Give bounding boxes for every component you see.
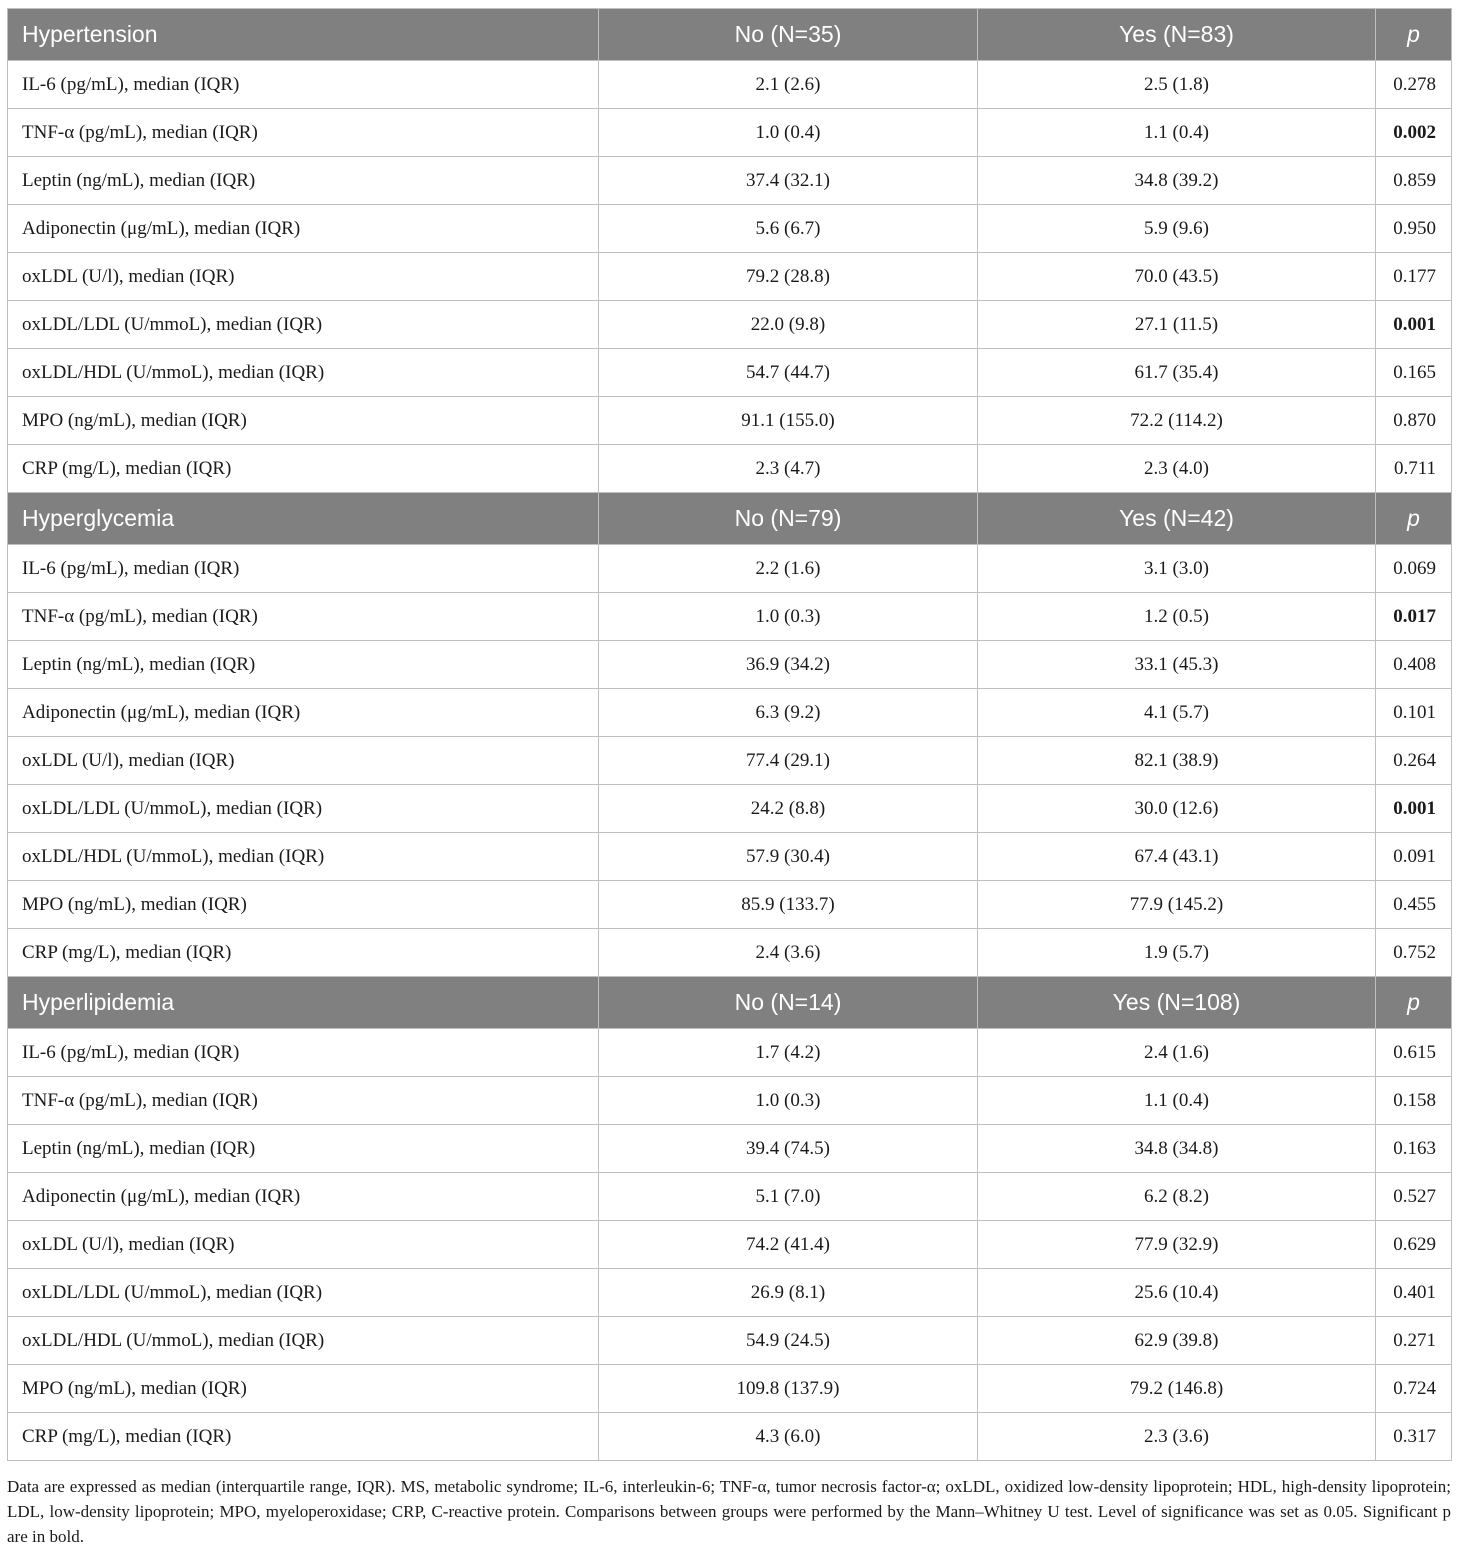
- cell-yes: 1.9 (5.7): [978, 929, 1376, 977]
- cell-yes: 4.1 (5.7): [978, 689, 1376, 737]
- cell-p-value: 0.101: [1376, 689, 1452, 737]
- row-label: oxLDL (U/l), median (IQR): [8, 737, 599, 785]
- cell-yes: 34.8 (39.2): [978, 157, 1376, 205]
- table-row: [8, 833, 1452, 881]
- cell-no: 77.4 (29.1): [599, 737, 978, 785]
- cell-p-value: 0.711: [1376, 445, 1452, 493]
- results-table: [7, 8, 1452, 1461]
- cell-p-value: 0.264: [1376, 737, 1452, 785]
- cell-p-value: 0.724: [1376, 1365, 1452, 1413]
- cell-yes: 2.3 (4.0): [978, 445, 1376, 493]
- row-label: MPO (ng/mL), median (IQR): [8, 1365, 599, 1413]
- cell-yes: 34.8 (34.8): [978, 1125, 1376, 1173]
- row-label: oxLDL/LDL (U/mmoL), median (IQR): [8, 785, 599, 833]
- cell-yes: 77.9 (145.2): [978, 881, 1376, 929]
- cell-yes: 1.1 (0.4): [978, 1077, 1376, 1125]
- table-row: [8, 1365, 1452, 1413]
- table-row: [8, 253, 1452, 301]
- cell-p-value: 0.408: [1376, 641, 1452, 689]
- document: [7, 8, 1451, 1549]
- table-row: [8, 205, 1452, 253]
- cell-no: 109.8 (137.9): [599, 1365, 978, 1413]
- row-label: CRP (mg/L), median (IQR): [8, 445, 599, 493]
- cell-p-value: 0.158: [1376, 1077, 1452, 1125]
- cell-no: 5.6 (6.7): [599, 205, 978, 253]
- section-title: Hyperlipidemia: [8, 977, 599, 1029]
- column-header-yes: Yes (N=42): [978, 493, 1376, 545]
- row-label: oxLDL (U/l), median (IQR): [8, 1221, 599, 1269]
- cell-yes: 67.4 (43.1): [978, 833, 1376, 881]
- cell-no: 57.9 (30.4): [599, 833, 978, 881]
- table-row: [8, 785, 1452, 833]
- cell-p-value: 0.317: [1376, 1413, 1452, 1461]
- cell-no: 2.1 (2.6): [599, 61, 978, 109]
- cell-no: 6.3 (9.2): [599, 689, 978, 737]
- cell-p-value: 0.527: [1376, 1173, 1452, 1221]
- row-label: Adiponectin (μg/mL), median (IQR): [8, 1173, 599, 1221]
- table-row: [8, 929, 1452, 977]
- cell-p-value: 0.455: [1376, 881, 1452, 929]
- cell-yes: 2.5 (1.8): [978, 61, 1376, 109]
- cell-no: 2.2 (1.6): [599, 545, 978, 593]
- table-row: [8, 1077, 1452, 1125]
- cell-no: 1.0 (0.4): [599, 109, 978, 157]
- section-header-row: [8, 493, 1452, 545]
- row-label: oxLDL/HDL (U/mmoL), median (IQR): [8, 349, 599, 397]
- cell-p-value: 0.859: [1376, 157, 1452, 205]
- cell-yes: 72.2 (114.2): [978, 397, 1376, 445]
- row-label: Adiponectin (μg/mL), median (IQR): [8, 689, 599, 737]
- cell-no: 1.0 (0.3): [599, 1077, 978, 1125]
- cell-no: 54.7 (44.7): [599, 349, 978, 397]
- cell-yes: 79.2 (146.8): [978, 1365, 1376, 1413]
- cell-yes: 6.2 (8.2): [978, 1173, 1376, 1221]
- table-row: [8, 61, 1452, 109]
- column-header-p: p: [1376, 9, 1452, 61]
- column-header-p: p: [1376, 977, 1452, 1029]
- cell-no: 91.1 (155.0): [599, 397, 978, 445]
- cell-no: 74.2 (41.4): [599, 1221, 978, 1269]
- table-row: [8, 689, 1452, 737]
- cell-yes: 25.6 (10.4): [978, 1269, 1376, 1317]
- column-header-yes: Yes (N=108): [978, 977, 1376, 1029]
- cell-yes: 82.1 (38.9): [978, 737, 1376, 785]
- cell-p-value: 0.615: [1376, 1029, 1452, 1077]
- cell-p-value: 0.278: [1376, 61, 1452, 109]
- cell-p-value: 0.271: [1376, 1317, 1452, 1365]
- section-header-row: [8, 9, 1452, 61]
- table-row: [8, 545, 1452, 593]
- column-header-no: No (N=79): [599, 493, 978, 545]
- cell-no: 1.0 (0.3): [599, 593, 978, 641]
- table-row: [8, 641, 1452, 689]
- cell-no: 2.3 (4.7): [599, 445, 978, 493]
- cell-p-value: 0.002: [1376, 109, 1452, 157]
- cell-yes: 62.9 (39.8): [978, 1317, 1376, 1365]
- cell-p-value: 0.401: [1376, 1269, 1452, 1317]
- row-label: oxLDL/HDL (U/mmoL), median (IQR): [8, 833, 599, 881]
- table-row: [8, 737, 1452, 785]
- cell-p-value: 0.177: [1376, 253, 1452, 301]
- cell-no: 4.3 (6.0): [599, 1413, 978, 1461]
- column-header-p: p: [1376, 493, 1452, 545]
- cell-p-value: 0.165: [1376, 349, 1452, 397]
- cell-no: 36.9 (34.2): [599, 641, 978, 689]
- table-row: [8, 1029, 1452, 1077]
- column-header-no: No (N=14): [599, 977, 978, 1029]
- cell-p-value: 0.870: [1376, 397, 1452, 445]
- cell-p-value: 0.001: [1376, 301, 1452, 349]
- cell-no: 54.9 (24.5): [599, 1317, 978, 1365]
- table-row: [8, 881, 1452, 929]
- cell-yes: 33.1 (45.3): [978, 641, 1376, 689]
- row-label: IL-6 (pg/mL), median (IQR): [8, 545, 599, 593]
- row-label: Leptin (ng/mL), median (IQR): [8, 1125, 599, 1173]
- cell-p-value: 0.629: [1376, 1221, 1452, 1269]
- table-row: [8, 593, 1452, 641]
- row-label: TNF-α (pg/mL), median (IQR): [8, 1077, 599, 1125]
- table-footnote: Data are expressed as median (interquartile range, IQR). MS, metabolic syndrome; IL-6, interleukin-6; TNF-α, tumor necrosis factor-α; oxLDL, oxidized low-density lipoprotein; HDL, high-density lipoprotein; LDL, low-density lipoprotein; MPO, myeloperoxidase; CRP, C-reactive protein. Comparisons between groups were performed by the Mann–Whitney U test. Level of significance was set as 0.05. Significant p are in bold.: [7, 1477, 1451, 1546]
- cell-yes: 61.7 (35.4): [978, 349, 1376, 397]
- cell-yes: 5.9 (9.6): [978, 205, 1376, 253]
- cell-no: 39.4 (74.5): [599, 1125, 978, 1173]
- section-title: Hyperglycemia: [8, 493, 599, 545]
- cell-yes: 2.3 (3.6): [978, 1413, 1376, 1461]
- cell-yes: 1.2 (0.5): [978, 593, 1376, 641]
- column-header-yes: Yes (N=83): [978, 9, 1376, 61]
- table-row: [8, 1413, 1452, 1461]
- cell-p-value: 0.091: [1376, 833, 1452, 881]
- cell-p-value: 0.163: [1376, 1125, 1452, 1173]
- cell-p-value: 0.001: [1376, 785, 1452, 833]
- row-label: CRP (mg/L), median (IQR): [8, 1413, 599, 1461]
- row-label: Leptin (ng/mL), median (IQR): [8, 157, 599, 205]
- row-label: oxLDL/HDL (U/mmoL), median (IQR): [8, 1317, 599, 1365]
- row-label: MPO (ng/mL), median (IQR): [8, 397, 599, 445]
- table-row: [8, 1173, 1452, 1221]
- cell-no: 26.9 (8.1): [599, 1269, 978, 1317]
- row-label: oxLDL/LDL (U/mmoL), median (IQR): [8, 301, 599, 349]
- table-row: [8, 349, 1452, 397]
- cell-yes: 3.1 (3.0): [978, 545, 1376, 593]
- table-row: [8, 1221, 1452, 1269]
- cell-no: 22.0 (9.8): [599, 301, 978, 349]
- cell-no: 1.7 (4.2): [599, 1029, 978, 1077]
- table-row: [8, 1269, 1452, 1317]
- table-row: [8, 109, 1452, 157]
- row-label: MPO (ng/mL), median (IQR): [8, 881, 599, 929]
- cell-yes: 2.4 (1.6): [978, 1029, 1376, 1077]
- table-row: [8, 1317, 1452, 1365]
- cell-yes: 30.0 (12.6): [978, 785, 1376, 833]
- cell-no: 5.1 (7.0): [599, 1173, 978, 1221]
- cell-p-value: 0.069: [1376, 545, 1452, 593]
- row-label: TNF-α (pg/mL), median (IQR): [8, 593, 599, 641]
- cell-no: 2.4 (3.6): [599, 929, 978, 977]
- row-label: TNF-α (pg/mL), median (IQR): [8, 109, 599, 157]
- table-body: [8, 9, 1452, 1461]
- cell-p-value: 0.752: [1376, 929, 1452, 977]
- cell-yes: 1.1 (0.4): [978, 109, 1376, 157]
- table-row: [8, 445, 1452, 493]
- row-label: oxLDL (U/l), median (IQR): [8, 253, 599, 301]
- row-label: IL-6 (pg/mL), median (IQR): [8, 61, 599, 109]
- cell-no: 85.9 (133.7): [599, 881, 978, 929]
- column-header-no: No (N=35): [599, 9, 978, 61]
- row-label: CRP (mg/L), median (IQR): [8, 929, 599, 977]
- section-title: Hypertension: [8, 9, 599, 61]
- cell-no: 79.2 (28.8): [599, 253, 978, 301]
- table-row: [8, 157, 1452, 205]
- table-row: [8, 397, 1452, 445]
- cell-no: 24.2 (8.8): [599, 785, 978, 833]
- cell-no: 37.4 (32.1): [599, 157, 978, 205]
- cell-yes: 77.9 (32.9): [978, 1221, 1376, 1269]
- section-header-row: [8, 977, 1452, 1029]
- cell-p-value: 0.950: [1376, 205, 1452, 253]
- table-row: [8, 301, 1452, 349]
- row-label: oxLDL/LDL (U/mmoL), median (IQR): [8, 1269, 599, 1317]
- cell-yes: 27.1 (11.5): [978, 301, 1376, 349]
- row-label: IL-6 (pg/mL), median (IQR): [8, 1029, 599, 1077]
- row-label: Leptin (ng/mL), median (IQR): [8, 641, 599, 689]
- row-label: Adiponectin (μg/mL), median (IQR): [8, 205, 599, 253]
- cell-p-value: 0.017: [1376, 593, 1452, 641]
- table-row: [8, 1125, 1452, 1173]
- cell-yes: 70.0 (43.5): [978, 253, 1376, 301]
